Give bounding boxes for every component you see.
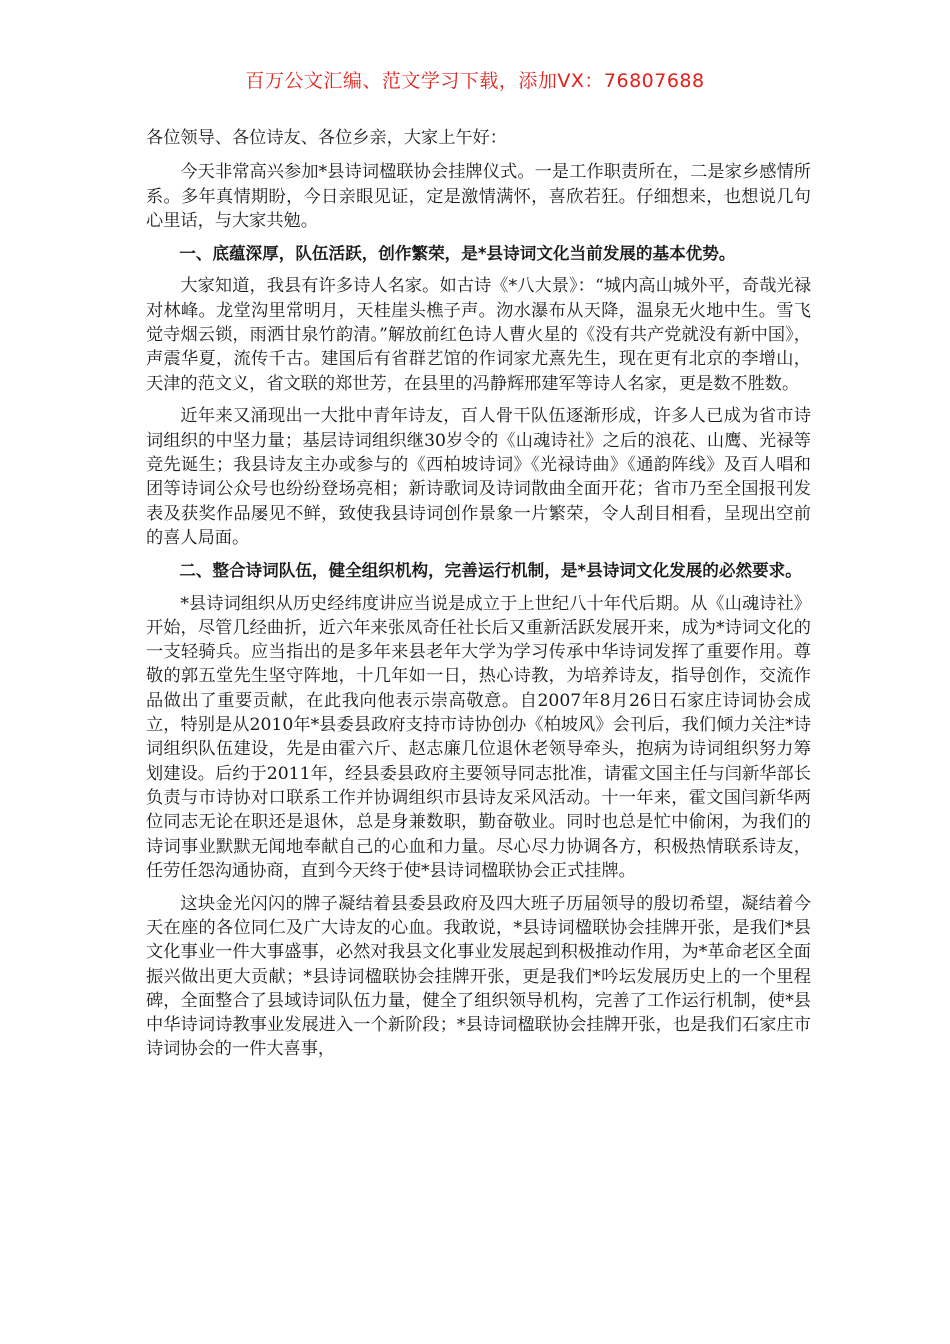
section-heading-2: 二、整合诗词队伍，健全组织机构，完善运行机制，是*县诗词文化发展的必然要求。 [179,560,802,580]
paragraph-poets: 大家知道，我县有许多诗人名家。如古诗《*八大景》：“城内高山城外平，奇哉光禄对林峰。龙堂沟里常明月，天桂崖头樵子声。沕水瀑布从天降，温泉无火地中生。雪飞觉寺烟云锁，雨洒甘泉竹韵清。”解放前红色诗人曹火星的《没有共产党就没有新中国》，声震华夏，流传千古。建国后有省群艺馆的作词家尤熹先生，现在更有北京的李增山，天津的范文义，省文联的郑世芳，在县里的冯静辉邢建军等诗人名家，更是数不胜数。 [146,276,811,394]
paragraph-significance: 这块金光闪闪的牌子凝结着县委县政府及四大班子历届领导的殷切希望，凝结着今天在座的各位同仁及广大诗友的心血。我敢说，*县诗词楹联协会挂牌开张，是我们*县文化事业一件大事盛事，必然对我县文化事业发展起到积极推动作用，为*革命老区全面振兴做出更大贡献；*县诗词楹联协会挂牌开张，更是我们*吟坛发展历史上的一个里程碑，全面整合了县域诗词队伍力量，健全了组织领导机构，完善了工作运行机制，使*县中华诗词诗教事业发展进入一个新阶段；*县诗词楹联协会挂牌开张，也是我们石家庄市诗词协会的一件大喜事， [146,893,811,1060]
download-banner: 百万公文汇编、范文学习下载，添加VX：76807688 [245,70,705,92]
paragraph-history: *县诗词组织从历史经纬度讲应当说是成立于上世纪八十年代后期。从《山魂诗社》开始，尽管几经曲折，近六年来张凤奇任社长后又重新活跃发展开来，成为*诗词文化的一支轻骑兵。应当指出的是多年来县老年大学为学习传承中华诗词发挥了重要作用。尊敬的郭五堂先生坚守阵地，十几年如一日，热心诗教，为培养诗友，指导创作，交流作品做出了重要贡献，在此我向他表示崇高敬意。自2007年8月26日石家庄诗词协会成立，特别是从2010年*县委县政府支持市诗协创办《柏坡风》会刊后，我们倾力关注*诗词组织队伍建设，先是由霍六斤、赵志廉几位退休老领导牵头，抱病为诗词组织努力筹划建设。后约于2011年，经县委县政府主要领导同志批准，请霍文国主任与闫新华部长负责与市诗协对口联系工作并协调组织市县诗友采风活动。十一年来，霍文国闫新华两位同志无论在职还是退休，总是身兼数职，勤奋敬业。同时也总是忙中偷闲，为我们的诗词事业默默无闻地奉献自己的心血和力量。尽心尽力协调各方，积极热情联系诗友，任劳任怨沟通协商，直到今天终于使*县诗词楹联协会正式挂牌。 [146,593,811,881]
section-heading-1: 一、底蕴深厚，队伍活跃，创作繁荣，是*县诗词文化当前发展的基本优势。 [179,243,736,263]
paragraph-opening: 今天非常高兴参加*县诗词楹联协会挂牌仪式。一是工作职责所在，二是家乡感情所系。多年真情期盼，今日亲眼见证，定是激情满怀，喜欣若狂。仔细想来，也想说几句心里话，与大家共勉。 [146,162,811,231]
paragraph-young-poets: 近年来又涌现出一大批中青年诗友，百人骨干队伍逐渐形成，许多人已成为省市诗词组织的中坚力量；基层诗词组织继30岁令的《山魂诗社》之后的浪花、山鹰、光禄等竞先诞生；我县诗友主办或参与的《西柏坡诗词》《光禄诗曲》《通韵阵线》及百人唱和团等诗词公众号也纷纷登场亮相；新诗歌词及诗词散曲全面开花；省市乃至全国报刊发表及获奖作品屡见不鲜，致使我县诗词创作景象一片繁荣，令人刮目相看，呈现出空前的喜人局面。 [146,406,811,548]
greeting-line: 各位领导、各位诗友、各位乡亲，大家上午好： [146,128,507,148]
speech-body [146,126,811,1070]
